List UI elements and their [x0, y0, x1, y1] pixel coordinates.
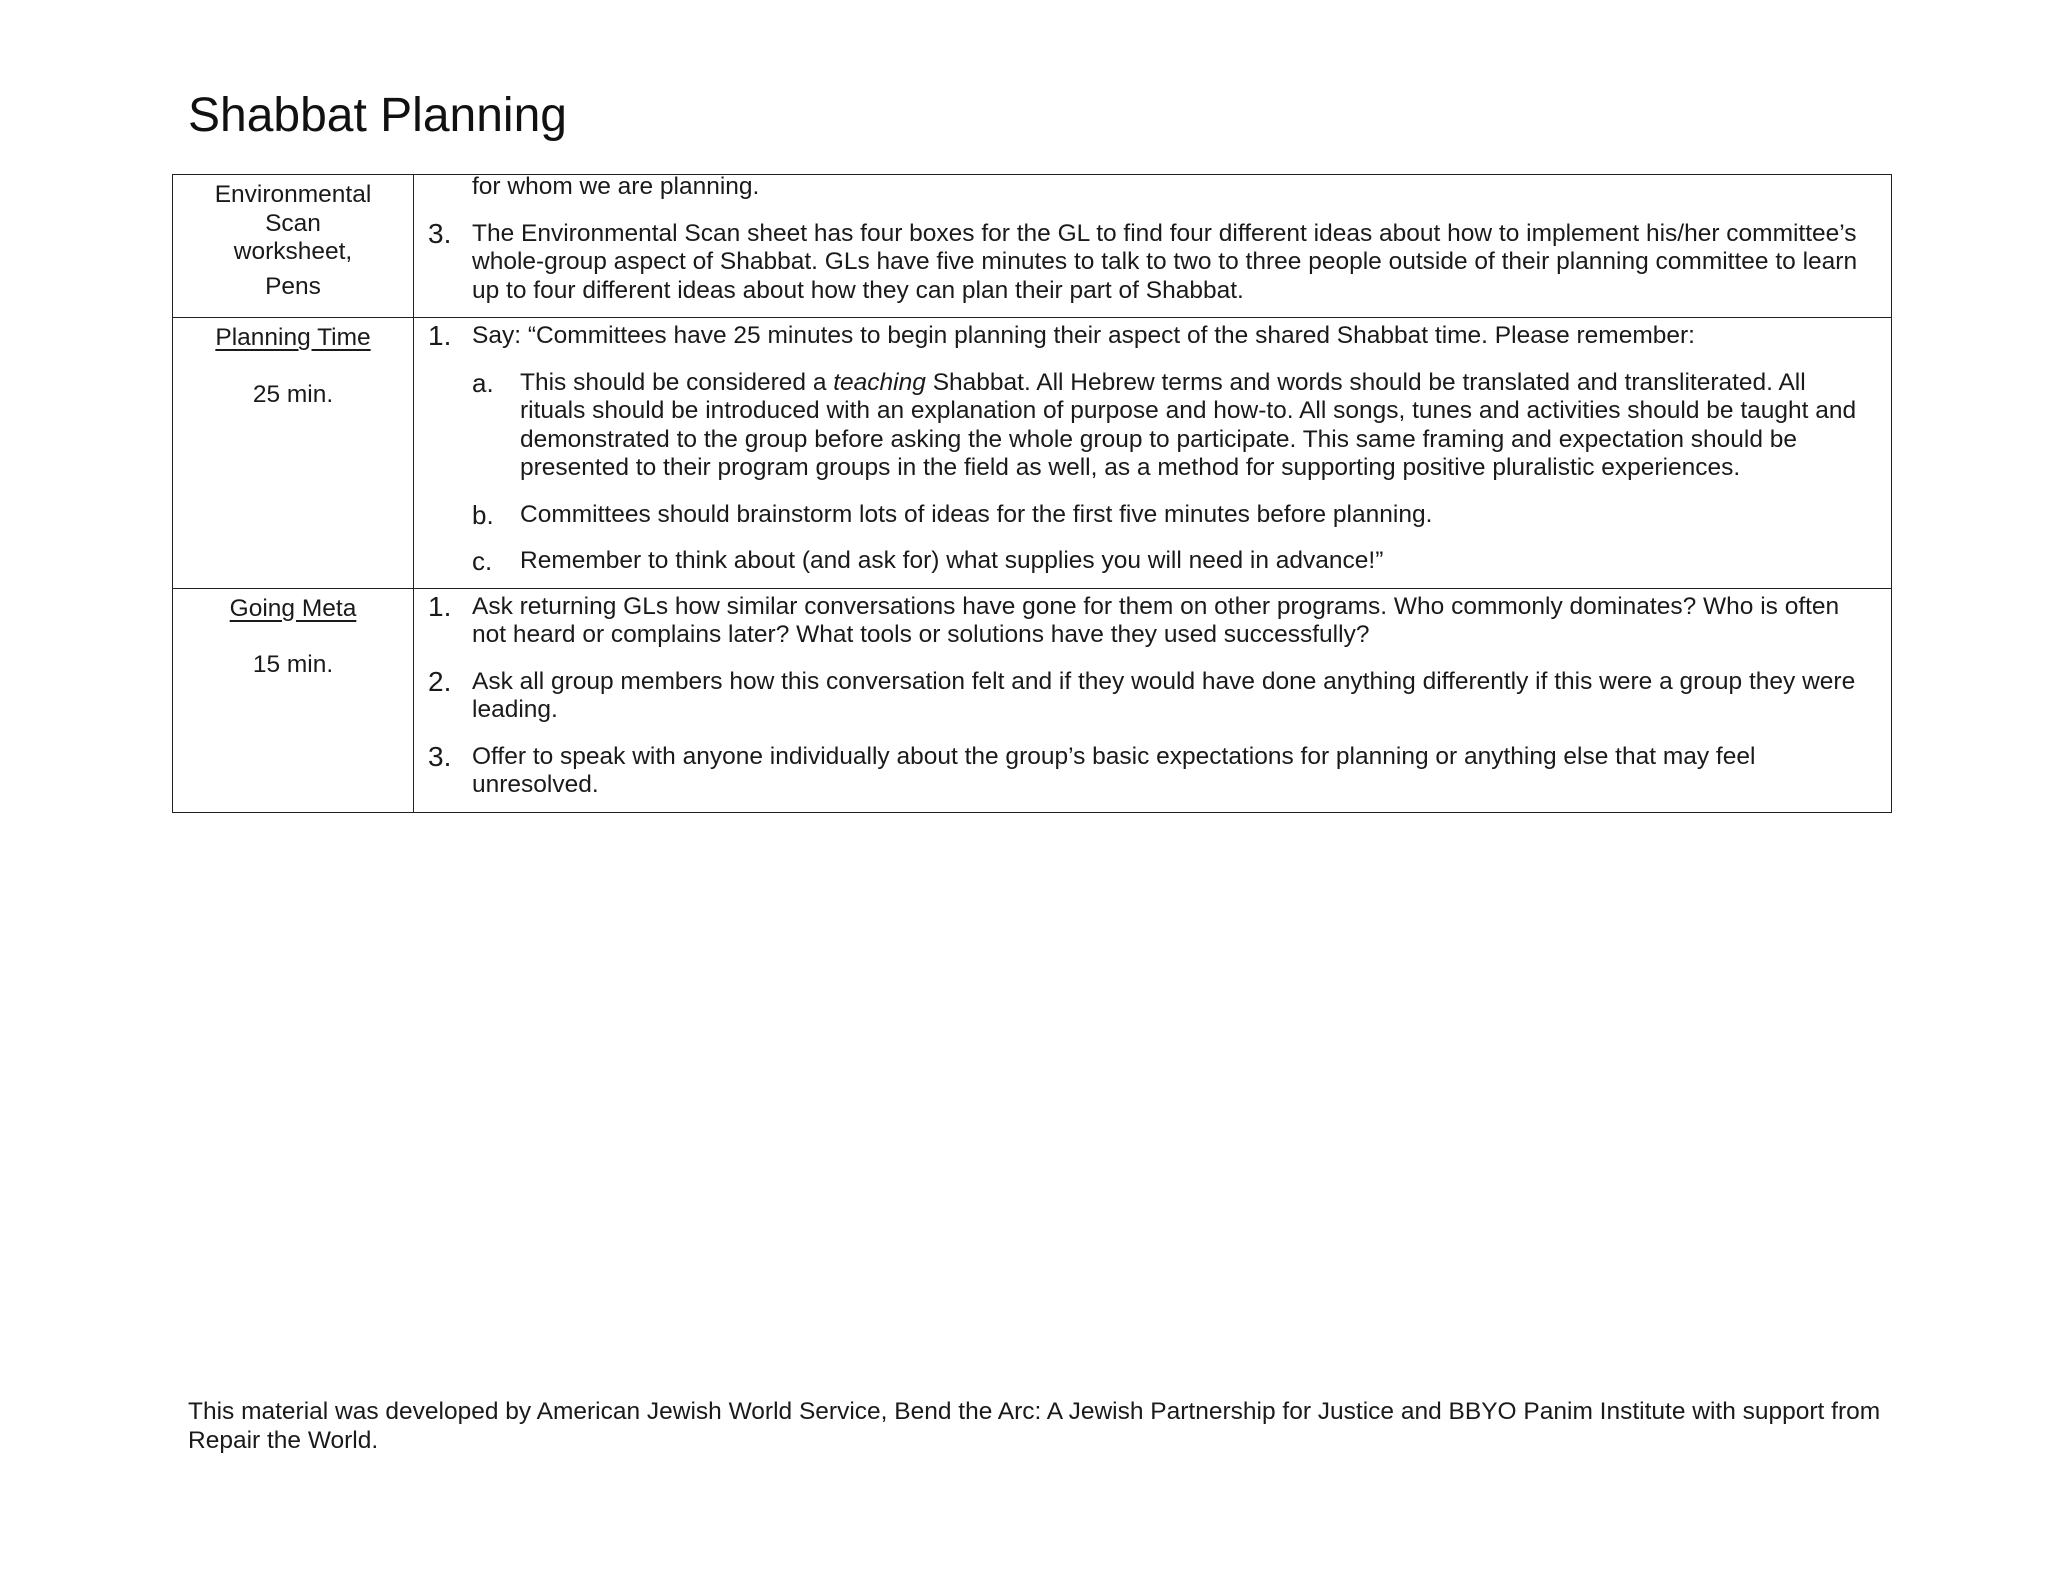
step-number: 3.: [428, 740, 452, 772]
table-row-going-meta: [173, 588, 1892, 812]
step-number: 3.: [428, 217, 452, 249]
sub-step-letter: a.: [472, 367, 494, 398]
materials-line: Scan: [265, 209, 321, 237]
instructions-cell: [414, 588, 1892, 812]
sub-step-text: Committees should brainstorm lots of ideas for the first five minutes before planning.: [520, 500, 1433, 528]
step-list: [426, 322, 1877, 351]
footer-credit: This material was developed by American Jewish World Service, Bend the Arc: A Jewish Partnership for Justice and BBYO Panim Institute with support from Repair the World.: [188, 1398, 1881, 1454]
section-duration: 25 min.: [252, 380, 334, 408]
list-item: [426, 665, 1877, 725]
step-text: The Environmental Scan sheet has four boxes for the GL to find four different ideas about how to implement his/her committee’s whole-group aspect of Shabbat. GLs have five minutes to talk to two to three people outside of their planning committee to learn up to four different ideas about how they can plan their part of Shabbat.: [472, 219, 1858, 304]
sub-step-text: [520, 369, 1877, 483]
step-text: Ask returning GLs how similar conversations have gone for them on other programs. Who commonly dominates? Who is often not heard or complains later? What tools or solutions have they used successfully?: [472, 592, 1840, 648]
sub-step-list: [426, 369, 1877, 576]
list-item: [426, 590, 1877, 650]
list-item: [472, 369, 1877, 483]
emphasis-text: teaching: [833, 368, 926, 396]
text-run: This should be considered a: [520, 368, 834, 396]
step-number: 1.: [428, 320, 452, 351]
text-run: Shabbat. All Hebrew terms and words should be translated and transliterated. All rituals should be introduced with an explanation of purpose and how-to. All songs, tunes and activities should be taught and demonstrated to the group before asking the whole group to participate. This same framing and expectation should be presented to their program groups in the field as well, as a method for supporting positive pluralistic experiences.: [520, 368, 1857, 481]
list-item: [472, 501, 1877, 530]
sub-step-text: Remember to think about (and ask for) what supplies you will need in advance!”: [520, 547, 1384, 574]
step-list: [426, 590, 1877, 800]
step-list: [426, 217, 1877, 306]
list-item: [426, 217, 1877, 306]
step-number: 2.: [428, 665, 452, 697]
list-item: [426, 322, 1877, 351]
continued-text: for whom we are planning.: [472, 173, 760, 200]
sub-step-letter: c.: [472, 546, 493, 576]
section-duration: 15 min.: [252, 651, 334, 678]
section-label: Planning Time: [215, 324, 371, 351]
shabbat-plan-table: [172, 174, 1892, 813]
instructions-cell: [414, 318, 1892, 589]
list-item: [426, 740, 1877, 800]
section-label: Going Meta: [229, 594, 357, 622]
section-cell: [173, 318, 414, 589]
materials-line: worksheet,: [233, 238, 353, 265]
list-item: [472, 547, 1877, 576]
table-row-environmental-scan: [173, 175, 1892, 318]
section-cell: [173, 588, 414, 812]
page-title: Shabbat Planning: [188, 89, 567, 142]
step-number: 1.: [428, 590, 452, 622]
step-text: Ask all group members how this conversation felt and if they would have done anything differently if this were a group they were leading.: [472, 667, 1856, 723]
table-row-planning-time: [173, 318, 1892, 589]
step-text: Say: “Committees have 25 minutes to begin planning their aspect of the shared Shabbat time. Please remember:: [472, 322, 1695, 349]
step-text: Offer to speak with anyone individually about the group’s basic expectations for planning or anything else that may feel unresolved.: [472, 742, 1756, 798]
materials-cell: [173, 175, 414, 318]
instructions-cell: [414, 175, 1892, 318]
sub-step-letter: b.: [472, 499, 494, 530]
materials-line: Environmental: [214, 181, 372, 208]
materials-line: Pens: [265, 272, 321, 300]
step-content: [472, 322, 1877, 351]
